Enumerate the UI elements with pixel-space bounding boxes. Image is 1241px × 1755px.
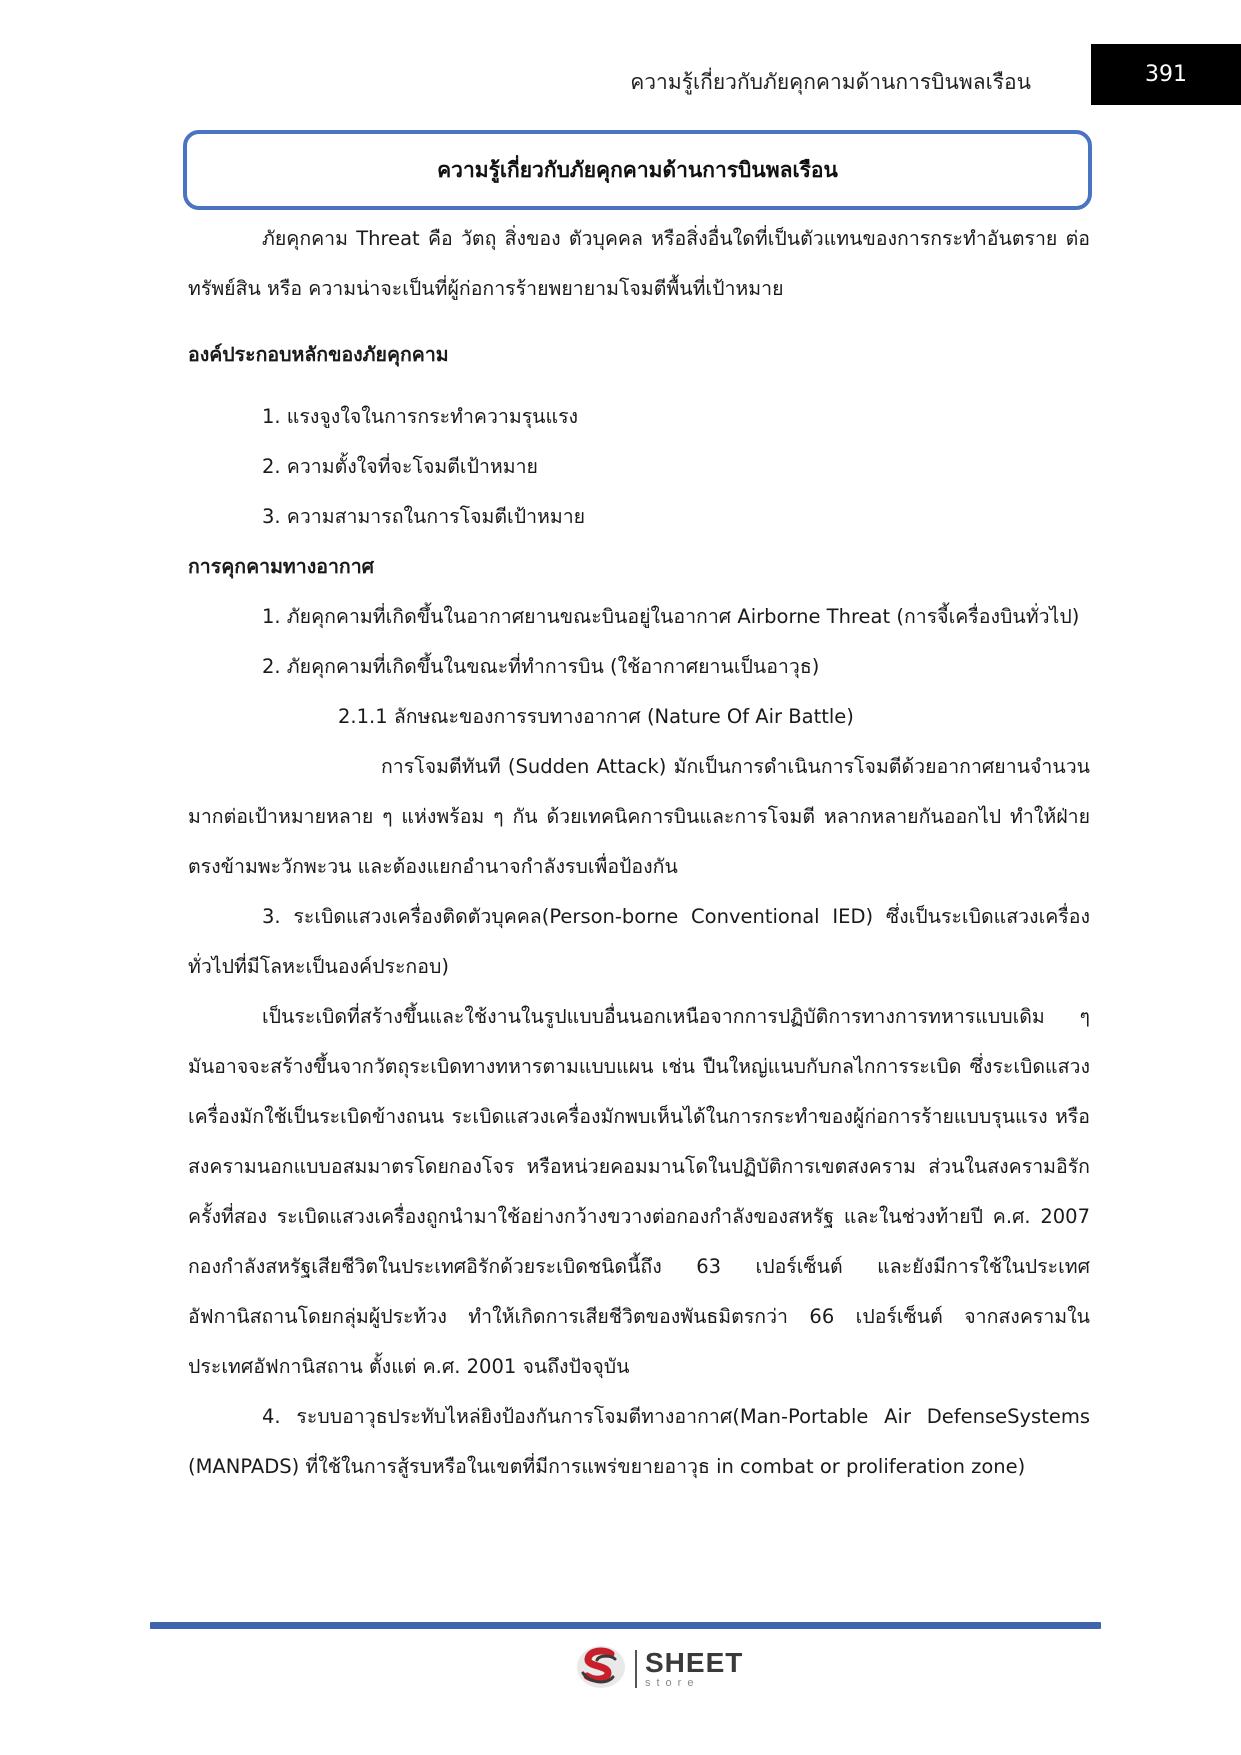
logo-main-text: SHEET xyxy=(645,1647,744,1678)
heading-air-threat: การคุกคามทางอากาศ xyxy=(188,555,375,578)
page-number: 391 xyxy=(1091,44,1241,105)
sheet-store-s-logo-icon xyxy=(575,1643,627,1695)
air-item-4: 4. ระบบอาวุธประทับไหล่ยิงป้องกันการโจมตีทางอากาศ(Man-Portable Air DefenseSystems (MANPADS) ที่ใช้ในการสู้รบหรือในเขตที่มีการแพร่ขยายอาวุธ in combat or proliferation zone) xyxy=(188,1405,1090,1478)
intro-paragraph: ภัยคุกคาม Threat คือ วัตถุ สิ่งของ ตัวบุคคล หรือสิ่งอื่นใดที่เป็นตัวแทนของการกระทำอันตราย ต่อทรัพย์สิน หรือ ความน่าจะเป็นที่ผู้ก่อการร้ายพยายามโจมตีพื้นที่เป้าหมาย xyxy=(188,227,1090,300)
header-title: ความรู้เกี่ยวกับภัยคุกคามด้านการบินพลเรือน xyxy=(630,70,1031,94)
logo-divider xyxy=(635,1650,637,1688)
sheet-store-logo xyxy=(575,1645,743,1693)
footer-rule xyxy=(150,1622,1101,1629)
component-item-1: 1. แรงจูงใจในการกระทำความรุนแรง xyxy=(262,405,579,428)
logo-sub-text: store xyxy=(645,1677,700,1689)
title-box: ความรู้เกี่ยวกับภัยคุกคามด้านการบินพลเรือน xyxy=(183,130,1092,210)
heading-components: องค์ประกอบหลักของภัยคุกคาม xyxy=(188,343,449,366)
document-body xyxy=(188,214,1090,1492)
air-item-2-1-text: การโจมตีทันที (Sudden Attack) มักเป็นการดำเนินการโจมตีด้วยอากาศยานจำนวนมากต่อเป้าหมายหลาย ๆ แห่งพร้อม ๆ กัน ด้วยเทคนิคการบินและการโจมตี หลากหลายกันออกไป ทำให้ฝ่ายตรงข้ามพะวักพะวน และต้องแยกอำนาจกำลังรบเพื่อป้องกัน xyxy=(188,755,1090,878)
air-item-2-1: 2.1.1 ลักษณะของการรบทางอากาศ (Nature Of Air Battle) xyxy=(338,705,854,728)
air-item-2: 2. ภัยคุกคามที่เกิดขึ้นในขณะที่ทำการบิน (ใช้อากาศยานเป็นอาวุธ) xyxy=(262,655,820,678)
air-item-3-text: เป็นระเบิดที่สร้างขึ้นและใช้งานในรูปแบบอื่นนอกเหนือจากการปฏิบัติการทางการทหารแบบเดิม ๆ มันอาจจะสร้างขึ้นจากวัตถุระเบิดทางทหารตามแบบแผน เช่น ปืนใหญ่แนบกับกลไกการระเบิด ซึ่งระเบิดแสวงเครื่องมักใช้เป็นระเบิดข้างถนน ระเบิดแสวงเครื่องมักพบเห็นได้ในการกระทำของผู้ก่อการร้ายแบบรุนแรง หรือสงครามนอกแบบอสมมาตรโดยกองโจร หรือหน่วยคอมมานโดในปฏิบัติการเขตสงคราม ส่วนในสงครามอิรักครั้งที่สอง ระเบิดแสวงเครื่องถูกนำมาใช้อย่างกว้างขวางต่อกองกำลังของสหรัฐ และในช่วงท้ายปี ค.ศ. 2007 กองกำลังสหรัฐเสียชีวิตในประเทศอิรักด้วยระเบิดชนิดนี้ถึง 63 เปอร์เซ็นต์ และยังมีการใช้ในประเทศอัฟกานิสถานโดยกลุ่มผู้ประท้วง ทำให้เกิดการเสียชีวิตของพันธมิตรกว่า 66 เปอร์เซ็นต์ จากสงครามในประเทศอัฟกานิสถาน ตั้งแต่ ค.ศ. 2001 จนถึงปัจจุบัน xyxy=(188,1005,1090,1378)
air-item-3: 3. ระเบิดแสวงเครื่องติดตัวบุคคล(Person-borne Conventional IED) ซึ่งเป็นระเบิดแสวงเครื่องทั่วไปที่มีโลหะเป็นองค์ประกอบ) xyxy=(188,905,1090,978)
component-item-2: 2. ความตั้งใจที่จะโจมตีเป้าหมาย xyxy=(262,455,538,478)
logo-wordmark xyxy=(645,1649,743,1689)
component-item-3: 3. ความสามารถในการโจมตีเป้าหมาย xyxy=(262,505,586,528)
air-item-1: 1. ภัยคุกคามที่เกิดขึ้นในอากาศยานขณะบินอยู่ในอากาศ Airborne Threat (การจี้เครื่องบินทั่วไป) xyxy=(262,605,1080,628)
